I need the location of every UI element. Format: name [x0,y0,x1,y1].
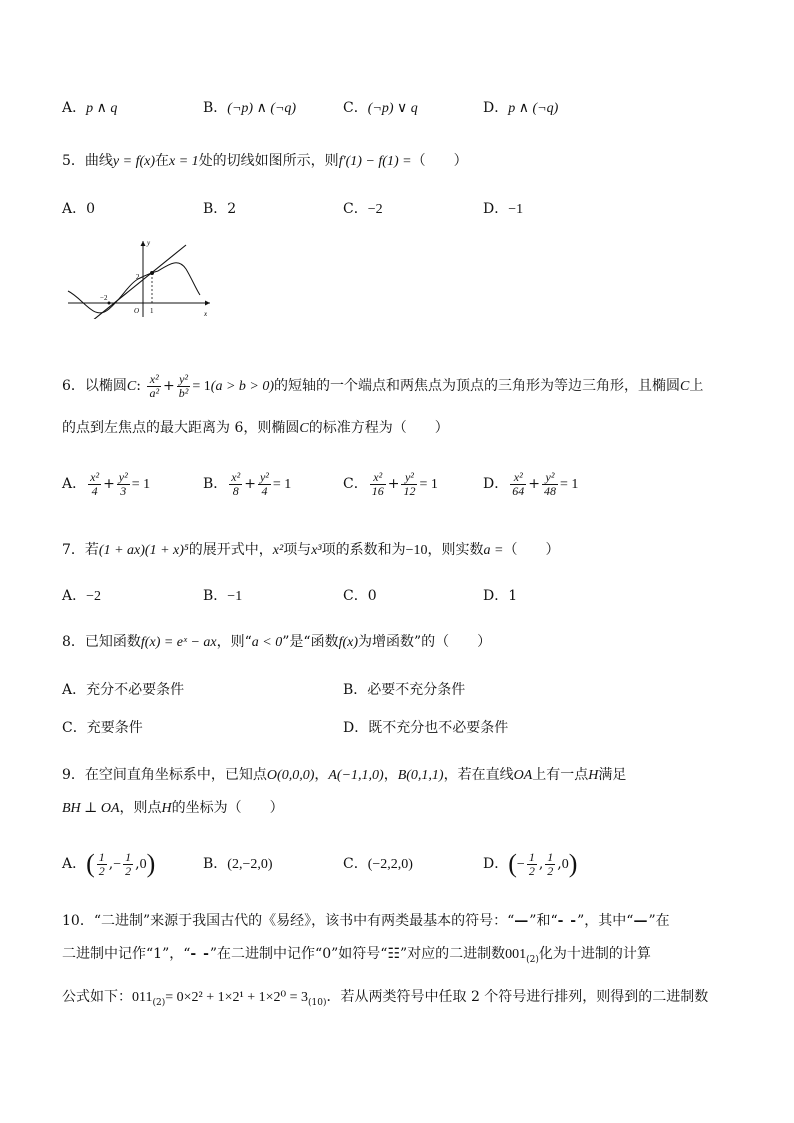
q7-option-a: A．−2 [62,588,102,604]
q8-option-d: D．既不充分也不必要条件 [343,720,509,736]
q4-option-d: D．p ∧ (¬q) [483,100,559,116]
q7-option-b: B．−1 [203,588,243,604]
q6-option-a: A． $\frac{\text{x²}}{4}$ + $\frac{\text{y²}}{3}$ = 1 [62,469,151,498]
q8-option-c: C．充要条件 [62,720,143,736]
tangent-line-graph [66,237,214,319]
q5-option-b: B．2 [203,201,237,217]
x-axis-label: x [204,310,208,318]
q7-stem: 7．若(1 + ax)(1 + x)⁵的展开式中，x²项与x³项的系数和为−10，则实数a =（ ） [62,542,560,558]
q5-option-d: D．−1 [483,201,524,217]
q10-stem-line1: 10．“二进制”来源于我国古代的《易经》，该书中有两类最基本的符号：“—”和“- -”，其中“—”在 [62,913,670,929]
q8-stem: 8．已知函数f(x) = eˣ − ax，则“a < 0”是“函数f(x)为增函数”的（ ） [62,634,492,650]
q9-stem-line1: 9．在空间直角坐标系中，已知点O(0,0,0)，A(−1,1,0)，B(0,1,1)，若在直线OA上有一点H满足 [62,767,627,783]
q8-option-a: A．充分不必要条件 [62,682,185,698]
q6-stem-line1: 6．以椭圆C: $\frac{\text{x²}}{\text{a²}}$ + $\frac{\text{y²}}{\text{b²}}$ = 1(a > b > 0)的短轴的一个端点和两焦点为顶点的三角形为等边三角形，且椭圆C上 [62,371,704,400]
tangent-point [150,271,154,275]
y-axis-label: y [147,239,151,247]
q9-option-b: B．(2,−2,0) [203,856,273,872]
q5-option-c: C．−2 [343,201,383,217]
q4-option-b: B．(¬p) ∧ (¬q) [203,100,297,116]
x-intercept-point [108,302,111,305]
q6-option-c: C． $\frac{\text{x²}}{16}$ + $\frac{\text{y²}}{12}$ = 1 [343,469,438,498]
q9-stem-line2: BH ⊥ OA，则点H的坐标为（ ） [62,800,284,816]
tick-label-neg2: −2 [100,294,108,302]
q7-option-c: C．0 [343,588,377,604]
tick-label-2: 2 [136,273,140,281]
q8-option-b: B．必要不充分条件 [343,682,466,698]
q4-option-c: C．(¬p) ∨ q [343,100,418,116]
q4-option-a: A．p ∧ q [62,100,118,116]
q7-option-d: D．1 [483,588,518,604]
origin-label: O [134,307,140,315]
q10-stem-line3: 公式如下：$011_{(2)}= 0\times 2^2 + 1\times 2^1 + 1\times 2^0 = 3_{(10)}$．若从两类符号中任取 2 个符号进行排列，则得到的二进制数 [62,989,709,1008]
q9-option-d: D．(− $\frac{1}{2}$ , $\frac{1}{2}$ ,0) [483,849,578,878]
q6-option-b: B． $\frac{\text{x²}}{8}$ + $\frac{\text{y²}}{4}$ = 1 [203,469,292,498]
q10-stem-line2: 二进制中记作“1”，“- -”在二进制中记作“0”如符号“☷”对应的二进制数$001_{(2)}$化为十进制的计算 [62,946,651,965]
x-axis-arrow [205,301,210,306]
q9-option-a: A．( $\frac{1}{2}$ ,− $\frac{1}{2}$ ,0) [62,849,156,878]
q6-stem-line2: 的点到左焦点的最大距离为 6，则椭圆C的标准方程为（ ） [62,420,449,436]
q6-option-d: D． $\frac{\text{x²}}{64}$ + $\frac{\text{y²}}{48}$ = 1 [483,469,579,498]
curve-f [68,263,200,313]
tick-label-1: 1 [150,307,154,315]
q9-option-c: C．(−2,2,0) [343,856,413,872]
y-axis-arrow [141,241,146,246]
q5-stem: 5．曲线y = f(x)在x = 1处的切线如图所示，则f′(1) − f(1) =（ ） [62,153,468,169]
q5-option-a: A．0 [62,201,96,217]
